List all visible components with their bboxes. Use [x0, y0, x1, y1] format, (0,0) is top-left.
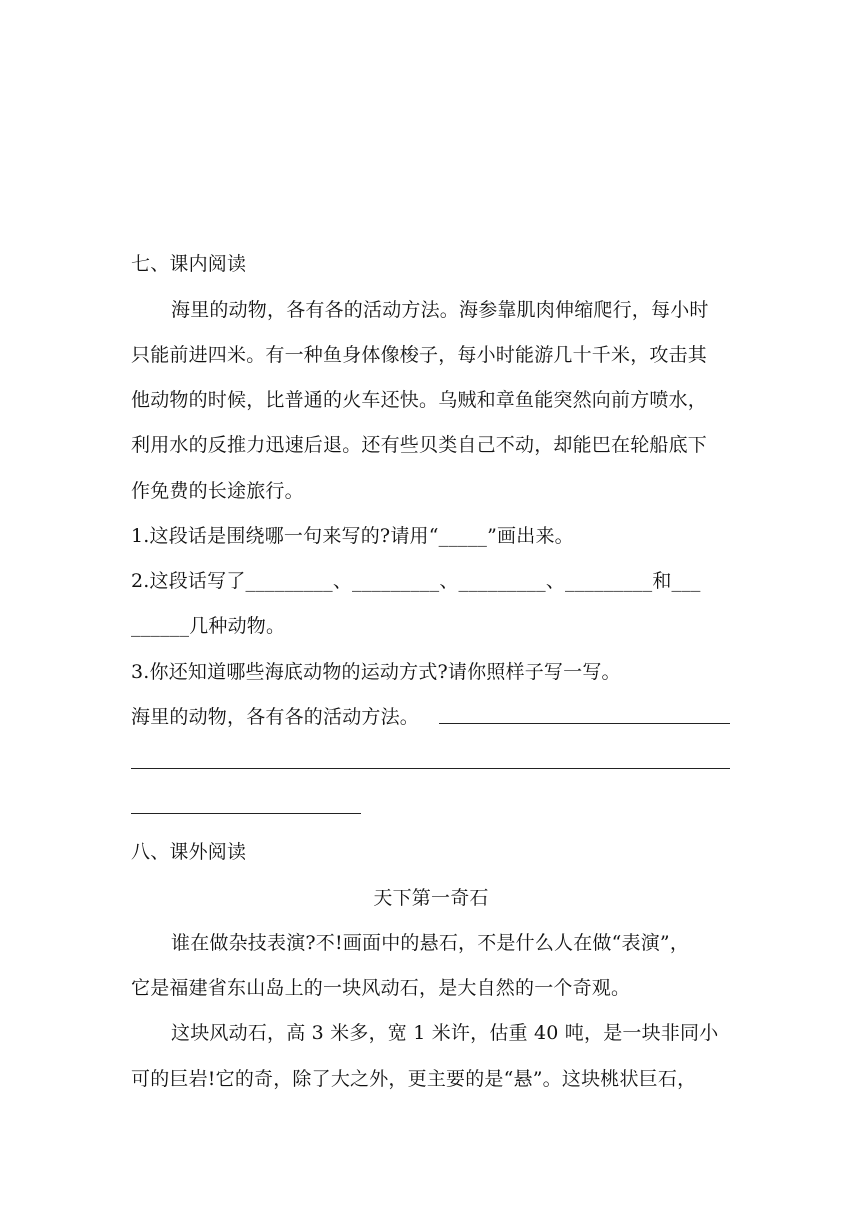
passage-line: 他动物的时候，比普通的火车还快。乌贼和章鱼能突然向前方喷水， — [131, 389, 708, 411]
question-2-line1: 2.这段话写了_________、_________、_________、_________和___ — [131, 570, 701, 592]
passage-line: 海里的动物，各有各的活动方法。海参靠肌肉伸缩爬行，每小时 — [171, 299, 709, 321]
story-line: 可的巨岩!它的奇，除了大之外，更主要的是“悬”。这块桃状巨石， — [131, 1068, 697, 1090]
question-3: 3.你还知道哪些海底动物的运动方式?请你照样子写一写。 — [131, 661, 621, 683]
answer-line — [439, 723, 730, 724]
passage-line: 只能前进四米。有一种鱼身体像梭子，每小时能游几十千米，攻击其 — [131, 344, 708, 366]
question-3-prompt: 海里的动物，各有各的活动方法。 — [131, 706, 420, 728]
story-line: 谁在做杂技表演?不!画面中的悬石，不是什么人在做“表演”， — [171, 932, 690, 954]
section8-heading: 八、课外阅读 — [131, 841, 247, 863]
answer-line — [131, 768, 730, 769]
section7-heading: 七、课内阅读 — [131, 253, 247, 275]
question-2-line2: ______几种动物。 — [131, 615, 286, 637]
story-title: 天下第一奇石 — [373, 887, 489, 909]
passage-line: 作免费的长途旅行。 — [131, 480, 304, 502]
answer-line — [131, 813, 361, 814]
question-1: 1.这段话是围绕哪一句来写的?请用“_____”画出来。 — [131, 525, 574, 547]
story-line: 这块风动石，高 3 米多，宽 1 米许，估重 40 吨，是一块非同小 — [171, 1022, 719, 1044]
passage-line: 利用水的反推力迅速后退。还有些贝类自己不动，却能巴在轮船底下 — [131, 434, 708, 456]
story-line: 它是福建省东山岛上的一块风动石，是大自然的一个奇观。 — [131, 977, 631, 999]
